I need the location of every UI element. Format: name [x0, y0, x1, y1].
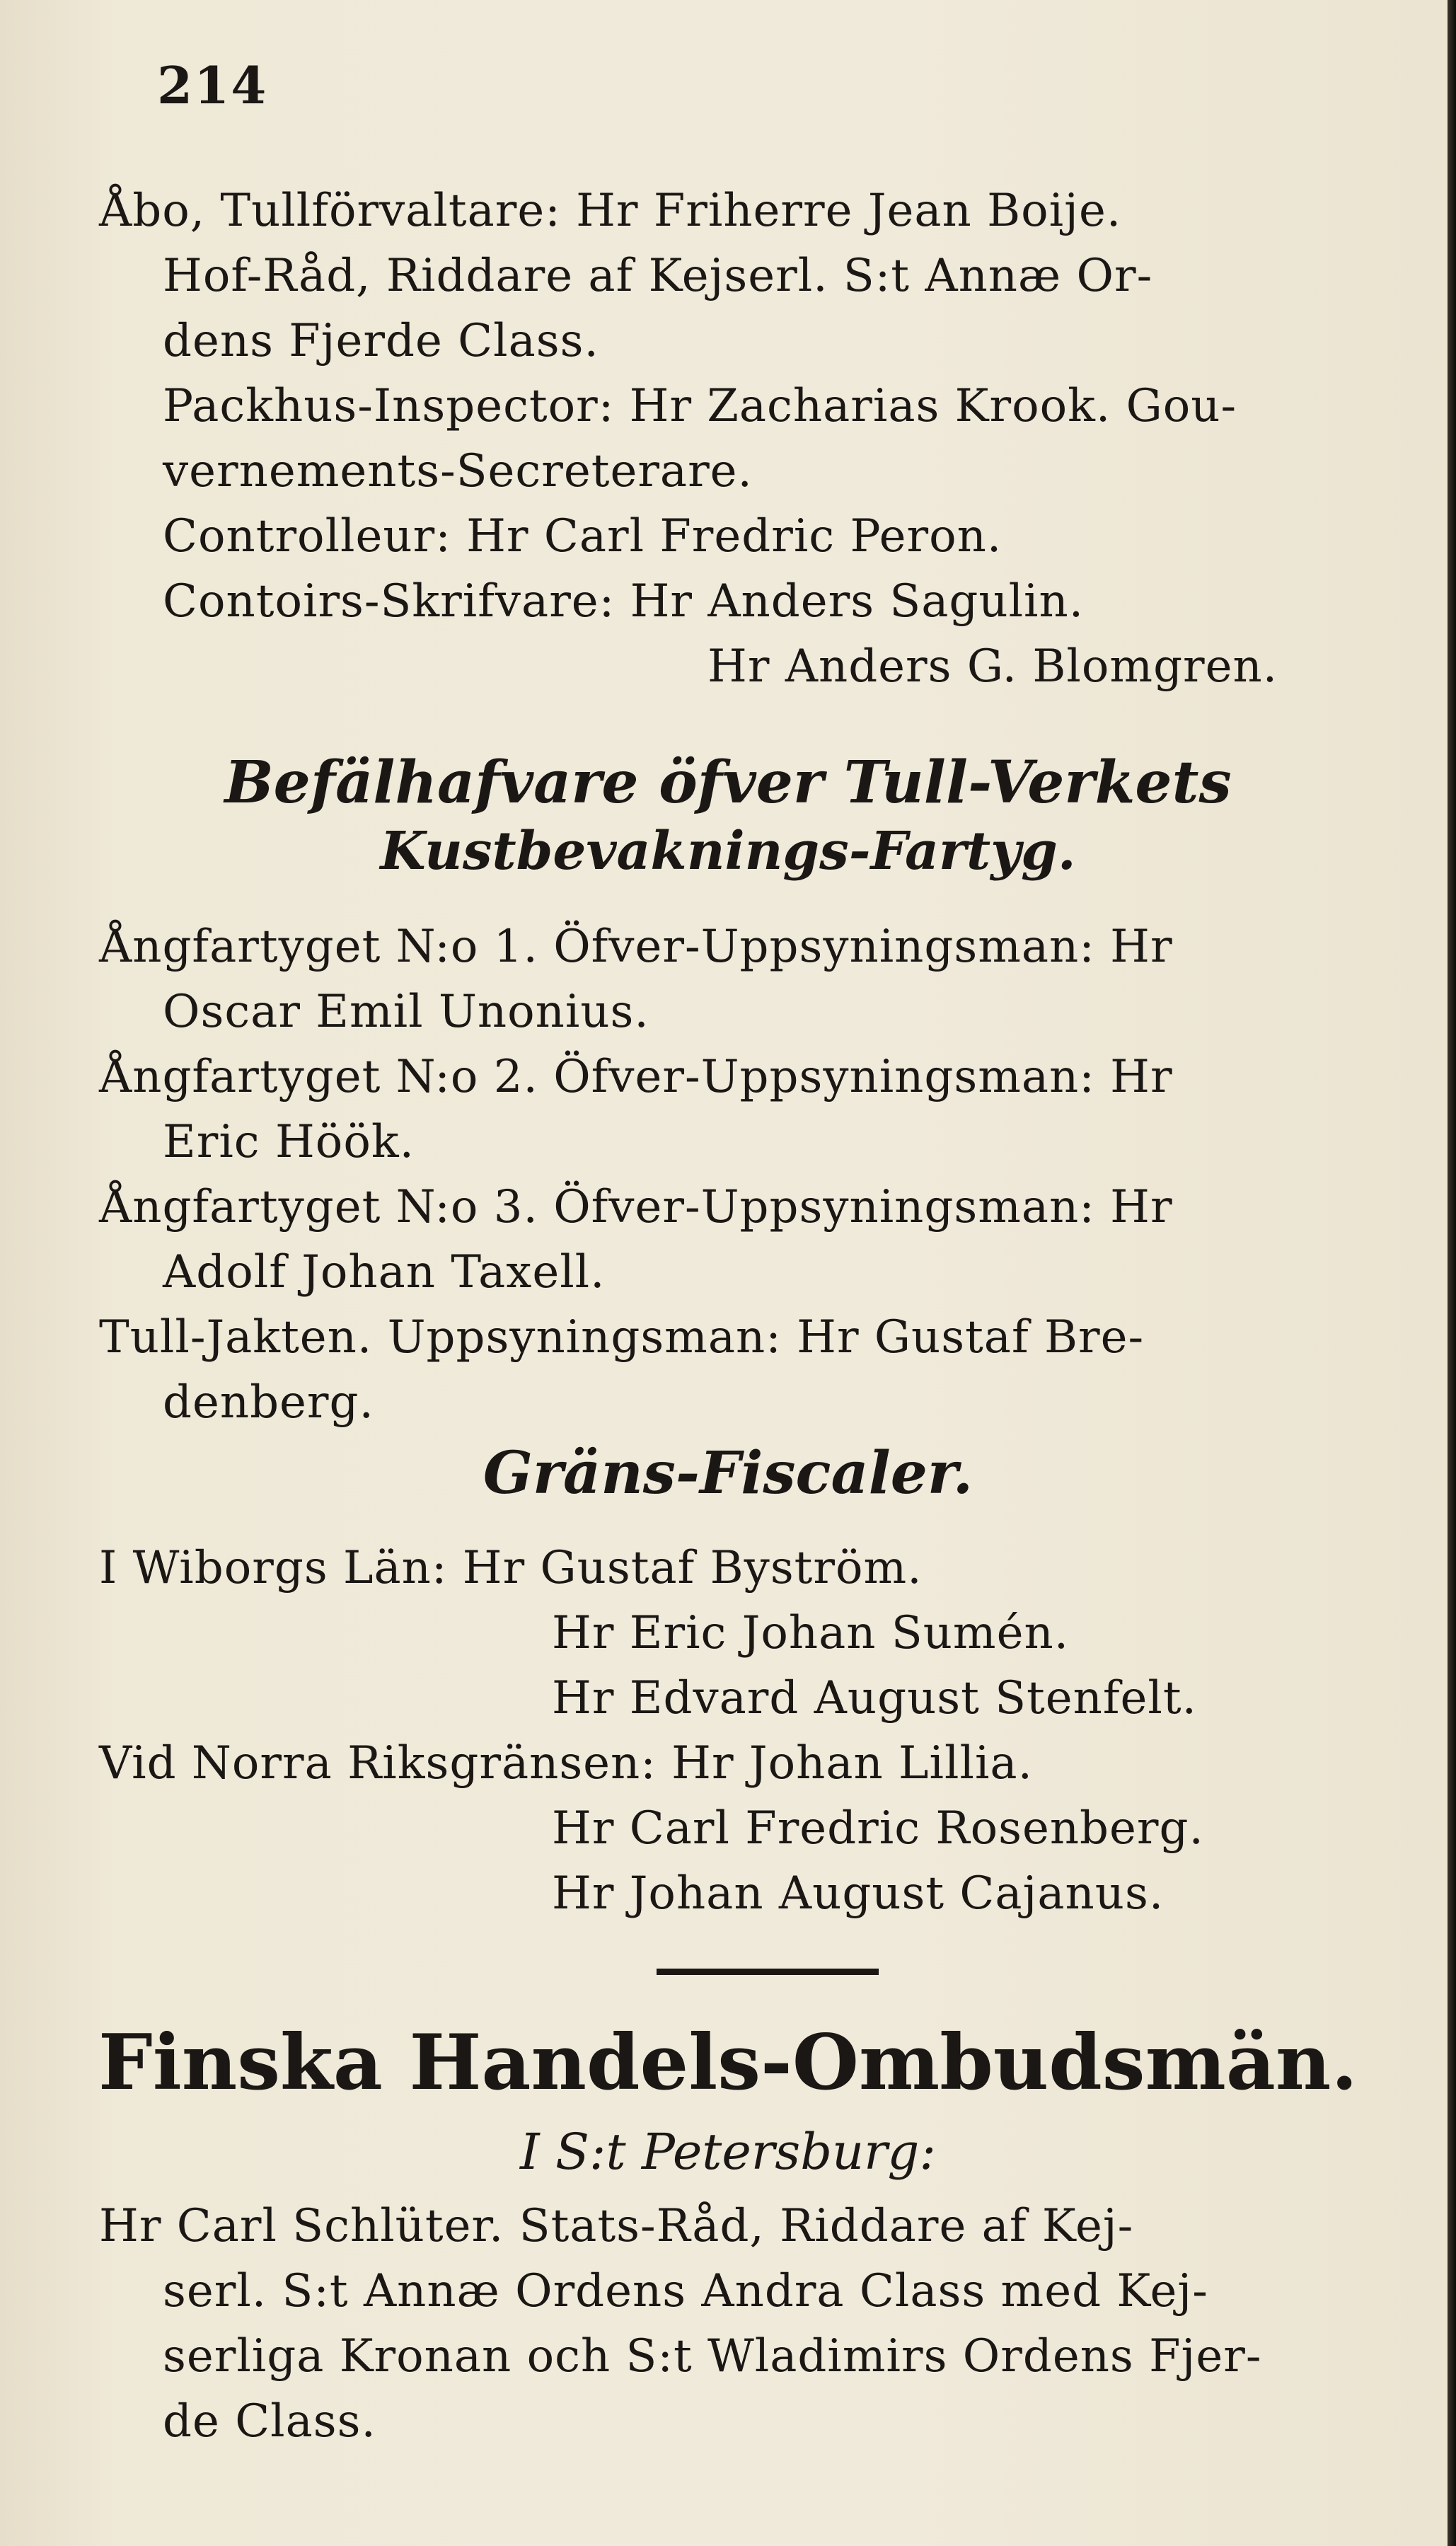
text-line: Controlleur: Hr Carl Fredric Peron.: [163, 510, 1003, 563]
text-line: Ångfartyget N:o 3. Öfver-Uppsyningsman: Hr: [99, 1181, 1173, 1233]
text-line: Oscar Emil Unonius.: [163, 986, 649, 1038]
text-line: Packhus-Inspector: Hr Zacharias Krook. Gou-: [163, 380, 1237, 432]
text-line: de Class.: [163, 2395, 376, 2448]
text-line: Eric Höök.: [163, 1116, 415, 1168]
text-line: Åbo, Tullförvaltare: Hr Friherre Jean Boije.: [99, 185, 1122, 237]
text-line: Ångfartyget N:o 1. Öfver-Uppsyningsman: Hr: [99, 921, 1173, 973]
text-line: Hr Anders G. Blomgren.: [707, 640, 1278, 693]
text-line: vernements-Secreterare.: [163, 445, 753, 497]
page-number: 214: [157, 55, 268, 115]
text-line: Vid Norra Riksgränsen: Hr Johan Lillia.: [99, 1737, 1033, 1790]
text-line: Hr Johan August Cajanus.: [552, 1867, 1165, 1920]
text-line: serl. S:t Annæ Ordens Andra Class med Kej-: [163, 2265, 1208, 2317]
text-line: Contoirs-Skrifvare: Hr Anders Sagulin.: [163, 575, 1085, 628]
text-line: Hr Edvard August Stenfelt.: [552, 1672, 1197, 1724]
text-line: denberg.: [163, 1376, 374, 1429]
text-line: Hr Carl Fredric Rosenberg.: [552, 1802, 1204, 1855]
text-line: I Wiborgs Län: Hr Gustaf Byström.: [99, 1542, 923, 1594]
text-line: Hr Eric Johan Sumén.: [552, 1607, 1070, 1659]
text-line: Adolf Johan Taxell.: [163, 1246, 606, 1298]
section-divider: [657, 1969, 879, 1975]
text-line: Tull-Jakten. Uppsyningsman: Hr Gustaf Bre-: [99, 1311, 1145, 1364]
section-heading-large: Finska Handels-Ombudsmän.: [98, 2018, 1358, 2107]
section-heading-continued: Kustbevaknings-Fartyg.: [380, 821, 1076, 882]
text-line: dens Fjerde Class.: [163, 315, 599, 367]
section-heading: Gräns-Fiscaler.: [483, 1439, 973, 1507]
text-line: Hof-Råd, Riddare af Kejserl. S:t Annæ Or-: [163, 250, 1153, 302]
text-line: Ångfartyget N:o 2. Öfver-Uppsyningsman: Hr: [99, 1051, 1173, 1103]
text-line: serliga Kronan och S:t Wladimirs Ordens Fjer-: [163, 2330, 1262, 2383]
text-line: Hr Carl Schlüter. Stats-Råd, Riddare af Kej-: [99, 2200, 1134, 2252]
section-subheading: I S:t Petersburg:: [520, 2123, 936, 2181]
section-heading: Befälhafvare öfver Tull-Verkets: [224, 749, 1232, 817]
